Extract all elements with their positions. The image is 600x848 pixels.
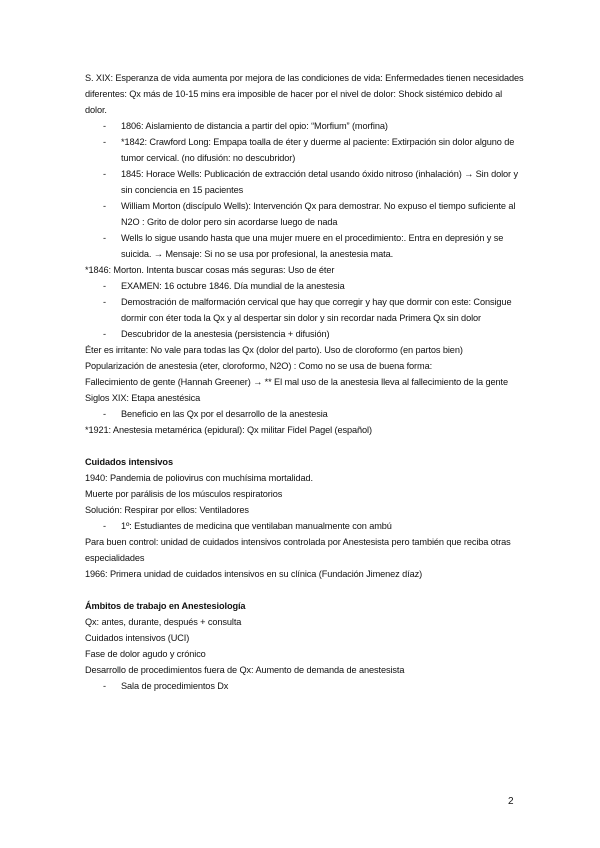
bullet-text: Sala de procedimientos Dx xyxy=(121,681,229,691)
bullet-item xyxy=(85,294,525,326)
bullet-item xyxy=(85,406,525,422)
section-heading: Ámbitos de trabajo en Anestesiología xyxy=(85,601,246,611)
paragraph: Popularización de anestesia (eter, cloroformo, N2O) : Como no se usa de buena forma: xyxy=(85,361,433,371)
page-number: 2 xyxy=(508,796,514,807)
section-gap xyxy=(85,582,525,598)
bullet-text: 1845: Horace Wells: Publicación de extracción detal usando óxido nitroso (inhalación) → Sin dolor y sin conciencia en 15 pacientes xyxy=(121,169,518,195)
bullet-item xyxy=(85,278,525,294)
paragraph: Cuidados intensivos (UCI) xyxy=(85,633,190,643)
bullet-dash: - xyxy=(103,521,106,531)
paragraph: Siglos XIX: Etapa anestésica xyxy=(85,393,201,403)
bullet-item xyxy=(85,326,525,342)
bullet-item xyxy=(85,230,525,262)
bullet-text: Beneficio en las Qx por el desarrollo de la anestesia xyxy=(121,409,328,419)
bullet-item xyxy=(85,678,525,694)
paragraph: *1846: Morton. Intenta buscar cosas más seguras: Uso de éter xyxy=(85,265,335,275)
bullet-text: Wells lo sigue usando hasta que una mujer muere en el procedimiento:. Entra en depresión y se suicida. → Mensaje: Si no se usa por profesional, la anestesia mata. xyxy=(121,233,504,259)
bullet-dash: - xyxy=(103,409,106,419)
bullet-item xyxy=(85,198,525,230)
bullet-dash: - xyxy=(103,329,106,339)
bullet-item xyxy=(85,518,525,534)
bullet-dash: - xyxy=(103,681,106,691)
bullet-dash: - xyxy=(103,201,106,211)
paragraph: 1966: Primera unidad de cuidados intensivos en su clínica (Fundación Jimenez díaz) xyxy=(85,569,423,579)
paragraph: Solución: Respirar por ellos: Ventiladores xyxy=(85,505,249,515)
bullet-dash: - xyxy=(103,281,106,291)
section-gap xyxy=(85,438,525,454)
bullet-text: 1806: Aislamiento de distancia a partir del opio: “Morfium” (morfina) xyxy=(121,121,388,131)
bullet-dash: - xyxy=(103,137,106,147)
bullet-text: *1842: Crawford Long: Empapa toalla de éter y duerme al paciente: Extirpación sin dolor alguno de tumor cervical. (no difusión: no descubridor) xyxy=(121,137,515,163)
bullet-text: Descubridor de la anestesia (persistencia + difusión) xyxy=(121,329,330,339)
paragraph: Qx: antes, durante, después + consulta xyxy=(85,617,242,627)
bullet-text: EXAMEN: 16 octubre 1846. Día mundial de la anestesia xyxy=(121,281,345,291)
bullet-dash: - xyxy=(103,297,106,307)
paragraph: Para buen control: unidad de cuidados intensivos controlada por Anestesista pero también que reciba otras especialidades xyxy=(85,537,511,563)
paragraph: Fase de dolor agudo y crónico xyxy=(85,649,206,659)
section-heading: Cuidados intensivos xyxy=(85,457,173,467)
paragraph: Fallecimiento de gente (Hannah Greener) → ** El mal uso de la anestesia lleva al fallecimiento de la gente xyxy=(85,377,508,387)
bullet-dash: - xyxy=(103,169,106,179)
bullet-text: Demostración de malformación cervical que hay que corregir y hay que dormir con este: Consigue dormir con éter toda la Qx y al despertar sin dolor y sin recordar nada Primera Qx sin dolor xyxy=(121,297,512,323)
document-body xyxy=(85,70,525,694)
paragraph: Éter es irritante: No vale para todas las Qx (dolor del parto). Uso de cloroformo (en partos bien) xyxy=(85,345,463,355)
bullet-dash: - xyxy=(103,233,106,243)
bullet-item xyxy=(85,134,525,166)
paragraph: *1921: Anestesia metamérica (epidural): Qx militar Fidel Pagel (español) xyxy=(85,425,372,435)
paragraph: Muerte por parálisis de los músculos respiratorios xyxy=(85,489,283,499)
paragraph: 1940: Pandemia de poliovirus con muchísima mortalidad. xyxy=(85,473,313,483)
bullet-text: 1º: Estudiantes de medicina que ventilaban manualmente con ambú xyxy=(121,521,392,531)
bullet-item xyxy=(85,166,525,198)
bullet-text: William Morton (discípulo Wells): Intervención Qx para demostrar. No expuso el tiempo suficiente al N2O : Grito de dolor pero sin acordarse luego de nada xyxy=(121,201,516,227)
bullet-dash: - xyxy=(103,121,106,131)
paragraph: Desarrollo de procedimientos fuera de Qx: Aumento de demanda de anestesista xyxy=(85,665,405,675)
bullet-item xyxy=(85,118,525,134)
paragraph: S. XIX: Esperanza de vida aumenta por mejora de las condiciones de vida: Enfermedades tienen necesidades diferentes: Qx más de 10-15 mins era imposible de hacer por el nivel de dolor: Shock sistémico debido al dolor. xyxy=(85,73,524,115)
